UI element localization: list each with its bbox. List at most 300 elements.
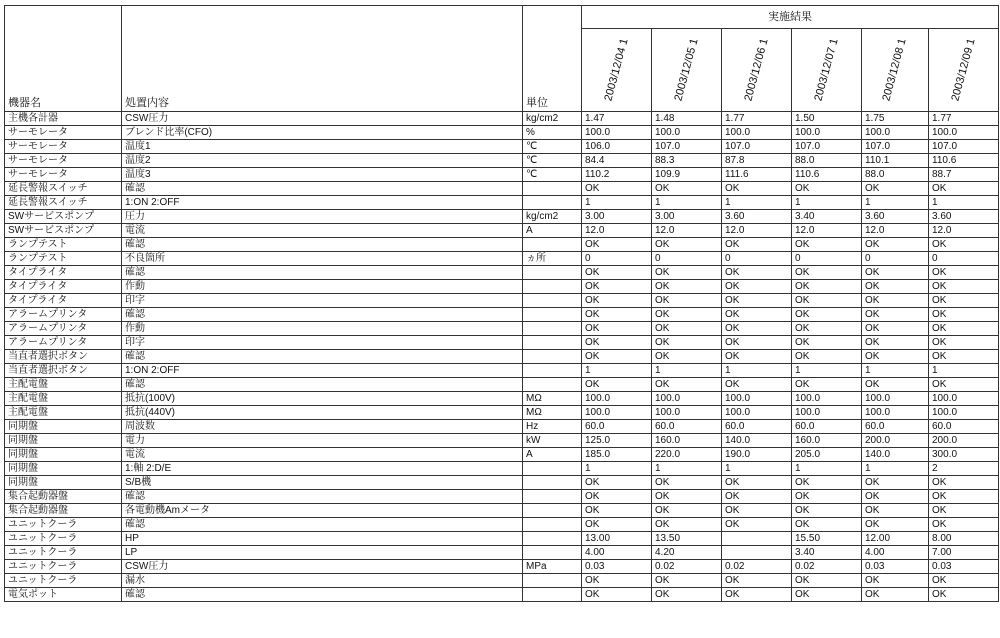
cell-result: 100.0 [652,406,722,420]
cell-result: 1 [652,196,722,210]
table-row [5,574,999,588]
cell-action: 作動 [122,280,523,294]
cell-result: 0.02 [792,560,862,574]
cell-result: 3.40 [792,546,862,560]
cell-result: 3.60 [722,210,792,224]
cell-result: 1 [582,364,652,378]
inspection-table [4,5,999,602]
cell-unit: A [523,224,582,238]
cell-result: OK [792,182,862,196]
cell-result: 100.0 [792,126,862,140]
cell-action: 確認 [122,308,523,322]
cell-equipment: アラームプリンタ [5,336,122,350]
table-row [5,532,999,546]
cell-result: 0 [862,252,929,266]
cell-result: OK [862,504,929,518]
cell-equipment: タイプライタ [5,280,122,294]
cell-result: OK [929,266,999,280]
cell-result: 88.7 [929,168,999,182]
cell-result: 0.02 [722,560,792,574]
cell-result: 100.0 [862,392,929,406]
cell-result: OK [722,280,792,294]
cell-result: OK [929,294,999,308]
cell-result: 1.77 [722,112,792,126]
cell-result: 1 [929,364,999,378]
header-date [929,29,999,112]
cell-result: 84.4 [582,154,652,168]
cell-result: 1.47 [582,112,652,126]
cell-result: 12.0 [929,224,999,238]
table-row [5,210,999,224]
cell-unit [523,504,582,518]
cell-equipment: 主配電盤 [5,378,122,392]
cell-action: 各電動機Amメータ [122,504,523,518]
cell-result: OK [582,350,652,364]
cell-result: 100.0 [582,406,652,420]
cell-result: OK [582,504,652,518]
cell-result: 13.50 [652,532,722,546]
cell-result: OK [929,308,999,322]
header-action: 処置内容 [122,6,523,112]
cell-result: 100.0 [582,126,652,140]
cell-result: 107.0 [722,140,792,154]
cell-result: 7.00 [929,546,999,560]
cell-action: 温度1 [122,140,523,154]
cell-result: 4.00 [582,546,652,560]
table-row [5,280,999,294]
cell-result: 60.0 [862,420,929,434]
cell-result: 0.03 [582,560,652,574]
cell-result: OK [652,490,722,504]
cell-unit [523,546,582,560]
table-row [5,266,999,280]
table-row [5,406,999,420]
cell-result: OK [862,280,929,294]
cell-result: OK [722,588,792,602]
cell-result: 100.0 [929,406,999,420]
cell-result: 100.0 [862,126,929,140]
cell-action: S/B機 [122,476,523,490]
cell-action: CSW圧力 [122,112,523,126]
cell-equipment: 延長警報スイッチ [5,182,122,196]
cell-unit [523,588,582,602]
cell-action: 印字 [122,336,523,350]
cell-equipment: 当直者選択ボタン [5,364,122,378]
cell-result: 1 [722,196,792,210]
cell-result: 3.00 [652,210,722,224]
cell-result [722,546,792,560]
cell-action: 電流 [122,448,523,462]
cell-unit: ℃ [523,168,582,182]
cell-result: 1.50 [792,112,862,126]
cell-result: OK [582,336,652,350]
cell-equipment: SWサービスポンプ [5,224,122,238]
cell-result: 100.0 [792,392,862,406]
cell-action: LP [122,546,523,560]
cell-result: 15.50 [792,532,862,546]
cell-result: OK [792,490,862,504]
cell-unit [523,490,582,504]
table-row [5,392,999,406]
table-row [5,112,999,126]
cell-unit: kg/cm2 [523,210,582,224]
cell-result: OK [862,182,929,196]
cell-unit [523,350,582,364]
cell-result: 160.0 [652,434,722,448]
cell-result: 0.02 [652,560,722,574]
cell-equipment: サーモレータ [5,126,122,140]
cell-result: 107.0 [929,140,999,154]
header-date-label: 2003/12/06 1 [741,37,771,103]
cell-result: OK [862,490,929,504]
header-date [582,29,652,112]
cell-action: 周波数 [122,420,523,434]
table-row [5,294,999,308]
header-date [722,29,792,112]
cell-action: 温度3 [122,168,523,182]
cell-unit: ヵ所 [523,252,582,266]
table-row [5,336,999,350]
cell-result: 3.60 [929,210,999,224]
cell-result: OK [862,518,929,532]
cell-result: OK [652,476,722,490]
cell-result: OK [862,266,929,280]
cell-action: 1:ON 2:OFF [122,196,523,210]
cell-unit [523,378,582,392]
cell-unit [523,294,582,308]
cell-result: 190.0 [722,448,792,462]
cell-equipment: ランプテスト [5,238,122,252]
cell-result: OK [862,238,929,252]
cell-equipment: ユニットクーラ [5,546,122,560]
table-row [5,350,999,364]
cell-result: 12.0 [862,224,929,238]
cell-result: 100.0 [722,406,792,420]
cell-equipment: サーモレータ [5,168,122,182]
header-date-label: 2003/12/09 1 [948,37,978,103]
cell-result: 60.0 [929,420,999,434]
cell-action: HP [122,532,523,546]
cell-result: 60.0 [652,420,722,434]
cell-result: OK [792,238,862,252]
table-row [5,462,999,476]
cell-result: OK [582,280,652,294]
cell-unit: ℃ [523,154,582,168]
cell-equipment: ユニットクーラ [5,574,122,588]
cell-result: 1 [582,196,652,210]
cell-result: 60.0 [792,420,862,434]
cell-result: OK [792,518,862,532]
cell-unit: MΩ [523,392,582,406]
cell-unit [523,532,582,546]
cell-result: OK [722,476,792,490]
cell-unit [523,574,582,588]
header-unit: 単位 [523,6,582,112]
cell-equipment: 同期盤 [5,462,122,476]
cell-result: 1 [792,196,862,210]
cell-result: 107.0 [652,140,722,154]
header-results: 実施結果 [582,6,999,29]
cell-equipment: 集合起動器盤 [5,490,122,504]
cell-result: OK [792,350,862,364]
cell-result: 60.0 [722,420,792,434]
cell-result: OK [862,336,929,350]
cell-result: OK [582,574,652,588]
cell-result: OK [929,490,999,504]
cell-result: 12.0 [792,224,862,238]
cell-equipment: 主機各計器 [5,112,122,126]
cell-result: OK [582,476,652,490]
cell-equipment: サーモレータ [5,154,122,168]
cell-result: 1 [862,364,929,378]
cell-equipment: 同期盤 [5,434,122,448]
cell-equipment: タイプライタ [5,266,122,280]
cell-result: OK [929,322,999,336]
cell-equipment: 同期盤 [5,420,122,434]
cell-result: 3.00 [582,210,652,224]
cell-equipment: サーモレータ [5,140,122,154]
cell-result: OK [652,518,722,532]
cell-result: 8.00 [929,532,999,546]
cell-result: OK [929,504,999,518]
cell-action: 不良箇所 [122,252,523,266]
cell-result: 220.0 [652,448,722,462]
cell-result: OK [722,518,792,532]
cell-equipment: 主配電盤 [5,406,122,420]
cell-action: CSW圧力 [122,560,523,574]
cell-result: OK [929,238,999,252]
table-row [5,504,999,518]
cell-equipment: 電気ポット [5,588,122,602]
cell-unit [523,238,582,252]
cell-result: 1 [722,462,792,476]
header-date [862,29,929,112]
cell-equipment: タイプライタ [5,294,122,308]
cell-result: OK [862,588,929,602]
cell-result: OK [582,518,652,532]
cell-result: 0 [722,252,792,266]
cell-unit: ℃ [523,140,582,154]
header-date-label: 2003/12/05 1 [671,37,701,103]
cell-result: 160.0 [792,434,862,448]
table-row [5,126,999,140]
cell-result: 100.0 [929,392,999,406]
cell-result: 100.0 [722,392,792,406]
cell-action: 確認 [122,350,523,364]
cell-result: OK [792,378,862,392]
table-row [5,420,999,434]
cell-result: OK [582,182,652,196]
cell-result: 1.75 [862,112,929,126]
cell-result: 111.6 [722,168,792,182]
cell-result: 13.00 [582,532,652,546]
cell-result: OK [929,378,999,392]
cell-result: 88.0 [862,168,929,182]
cell-unit [523,182,582,196]
cell-result: 100.0 [862,406,929,420]
cell-result: OK [722,294,792,308]
cell-result: 1 [862,196,929,210]
cell-result: OK [722,336,792,350]
table-row [5,364,999,378]
cell-action: 確認 [122,238,523,252]
cell-result: OK [722,308,792,322]
cell-action: 抵抗(100V) [122,392,523,406]
cell-result: 0.03 [862,560,929,574]
cell-action: ブレンド比率(CFO) [122,126,523,140]
cell-unit [523,336,582,350]
cell-result: 100.0 [652,126,722,140]
cell-unit [523,322,582,336]
cell-result: 1 [722,364,792,378]
cell-unit [523,266,582,280]
cell-result: OK [929,350,999,364]
cell-result: 1 [792,364,862,378]
cell-result: 3.60 [862,210,929,224]
cell-equipment: アラームプリンタ [5,322,122,336]
table-row [5,196,999,210]
cell-result: OK [862,378,929,392]
cell-result: OK [929,574,999,588]
cell-result: OK [582,588,652,602]
cell-result: OK [862,476,929,490]
cell-result: OK [929,182,999,196]
cell-result: 88.3 [652,154,722,168]
cell-result: OK [929,588,999,602]
cell-unit [523,364,582,378]
cell-equipment: ユニットクーラ [5,532,122,546]
cell-equipment: ユニットクーラ [5,518,122,532]
cell-result: 110.2 [582,168,652,182]
table-row [5,252,999,266]
cell-result: OK [722,504,792,518]
cell-action: 1:ON 2:OFF [122,364,523,378]
cell-result: OK [792,266,862,280]
cell-result: OK [722,574,792,588]
table-row [5,168,999,182]
cell-action: 抵抗(440V) [122,406,523,420]
table-row [5,140,999,154]
cell-result: OK [792,322,862,336]
cell-result: OK [582,238,652,252]
cell-result: OK [929,476,999,490]
cell-result: OK [652,574,722,588]
table-row [5,154,999,168]
cell-result: 100.0 [929,126,999,140]
inspection-sheet [4,5,999,602]
cell-result: OK [792,336,862,350]
cell-result: 60.0 [582,420,652,434]
cell-action: 電力 [122,434,523,448]
header-date [792,29,862,112]
cell-result: OK [862,350,929,364]
cell-result: OK [582,378,652,392]
cell-result: OK [722,266,792,280]
table-row [5,378,999,392]
cell-unit [523,308,582,322]
cell-result: 300.0 [929,448,999,462]
cell-result: OK [582,294,652,308]
cell-result: 100.0 [792,406,862,420]
cell-result: 1 [652,364,722,378]
cell-result: 185.0 [582,448,652,462]
cell-action: 電流 [122,224,523,238]
cell-result: 140.0 [862,448,929,462]
cell-result: 1 [792,462,862,476]
cell-result: 0 [582,252,652,266]
table-row [5,322,999,336]
table-row [5,224,999,238]
header-date [652,29,722,112]
cell-action: 1:軸 2:D/E [122,462,523,476]
table-row [5,182,999,196]
cell-equipment: ランプテスト [5,252,122,266]
cell-action: 圧力 [122,210,523,224]
cell-result: OK [792,588,862,602]
table-row [5,546,999,560]
cell-result: 107.0 [792,140,862,154]
cell-result: 87.8 [722,154,792,168]
cell-result: OK [582,490,652,504]
cell-action: 確認 [122,378,523,392]
cell-action: 確認 [122,518,523,532]
cell-result: OK [792,504,862,518]
cell-result: OK [652,308,722,322]
cell-unit: MΩ [523,406,582,420]
cell-unit: A [523,448,582,462]
cell-result: OK [792,476,862,490]
cell-result: 0 [929,252,999,266]
cell-action: 温度2 [122,154,523,168]
cell-unit: % [523,126,582,140]
cell-result: 2 [929,462,999,476]
cell-result: 140.0 [722,434,792,448]
cell-result: 12.0 [582,224,652,238]
cell-result: OK [862,322,929,336]
cell-result [722,532,792,546]
cell-result: OK [582,266,652,280]
cell-result: OK [652,238,722,252]
cell-unit: kg/cm2 [523,112,582,126]
header-date-label: 2003/12/07 1 [811,37,841,103]
table-row [5,560,999,574]
cell-equipment: 当直者選択ボタン [5,350,122,364]
cell-equipment: ユニットクーラ [5,560,122,574]
cell-result: 205.0 [792,448,862,462]
cell-result: 0 [652,252,722,266]
cell-result: OK [652,378,722,392]
cell-result: OK [652,294,722,308]
table-row [5,490,999,504]
header-date-label: 2003/12/04 1 [601,37,631,103]
cell-result: 1 [652,462,722,476]
cell-result: 100.0 [652,392,722,406]
cell-result: OK [792,294,862,308]
table-row [5,476,999,490]
cell-result: OK [652,504,722,518]
cell-equipment: 延長警報スイッチ [5,196,122,210]
table-row [5,308,999,322]
cell-result: OK [792,280,862,294]
cell-unit [523,196,582,210]
cell-result: OK [652,322,722,336]
cell-result: OK [652,182,722,196]
cell-result: 88.0 [792,154,862,168]
cell-result: OK [582,322,652,336]
table-row [5,238,999,252]
cell-result: 110.6 [792,168,862,182]
cell-result: OK [862,294,929,308]
